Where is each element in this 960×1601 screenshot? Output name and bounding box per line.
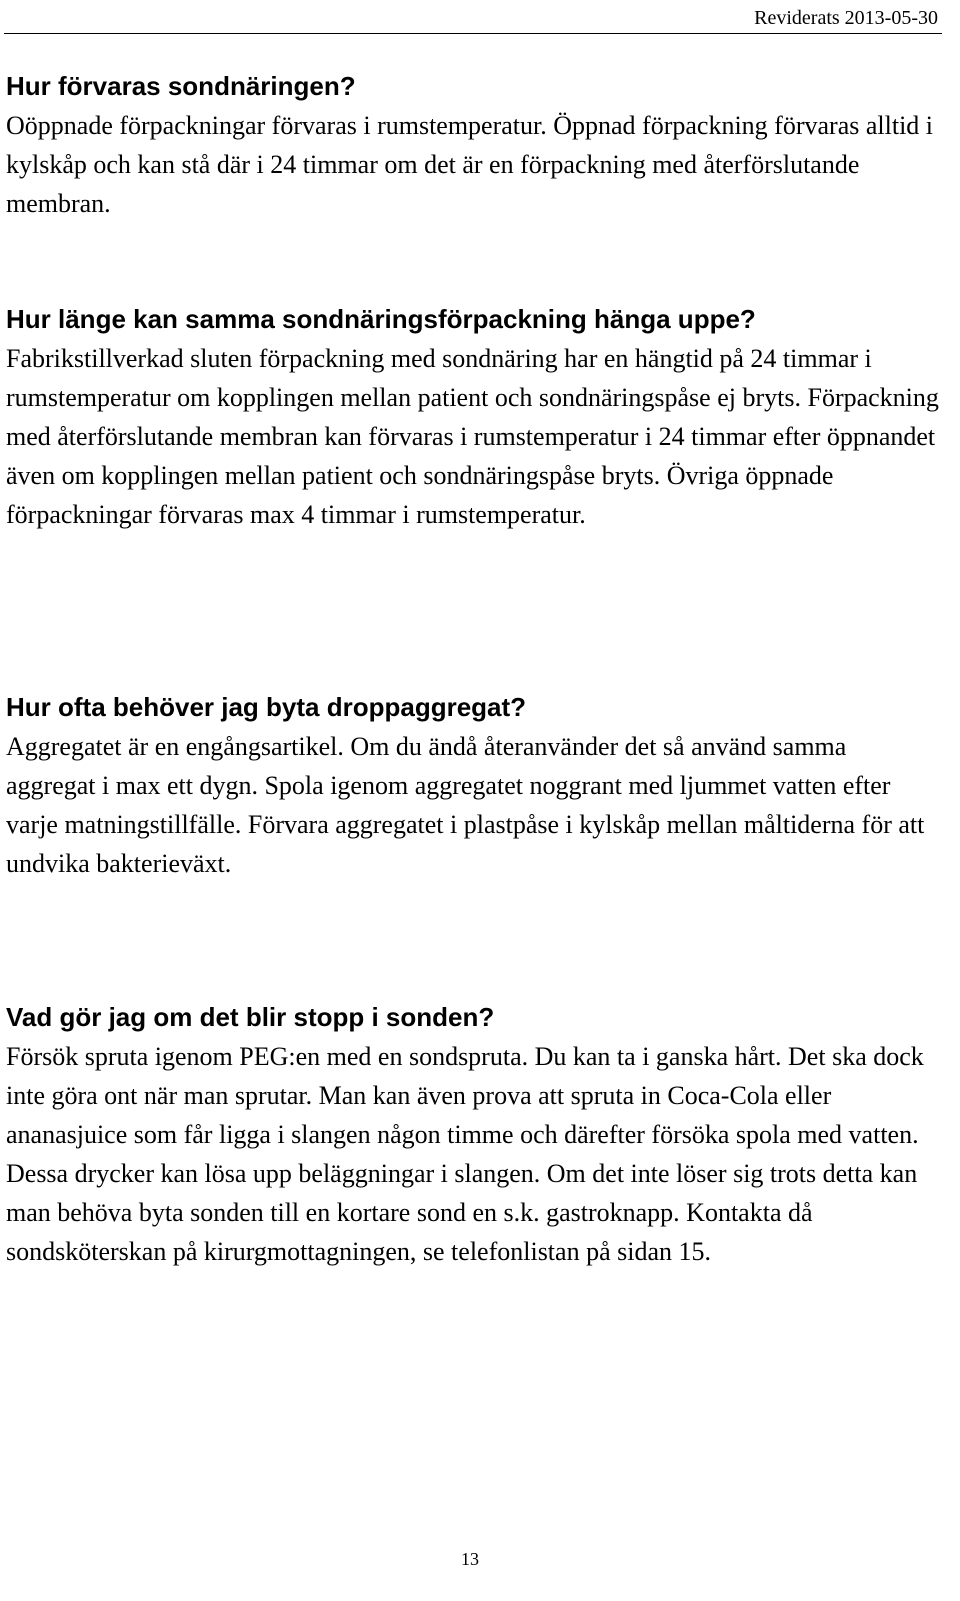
section-storage [6, 67, 942, 223]
section-body: Oöppnade förpackningar förvaras i rumstemperatur. Öppnad förpackning förvaras alltid i kylskåp och kan stå där i 24 timmar om det är en förpackning med återförslutande membran. [6, 111, 934, 218]
section-heading: Hur ofta behöver jag byta droppaggregat? [6, 692, 527, 722]
section-tube-blockage [6, 998, 942, 1271]
revision-date: Reviderats 2013-05-30 [754, 7, 938, 29]
header-rule [4, 33, 942, 34]
section-drip-set [6, 688, 942, 883]
page-number: 13 [461, 1549, 479, 1569]
section-heading: Vad gör jag om det blir stopp i sonden? [6, 1002, 495, 1032]
section-heading: Hur länge kan samma sondnäringsförpackning hänga uppe? [6, 304, 756, 334]
section-heading: Hur förvaras sondnäringen? [6, 71, 356, 101]
section-body: Aggregatet är en engångsartikel. Om du ändå återanvänder det så använd samma aggregat i max ett dygn. Spola igenom aggregatet noggrant med ljummet vatten efter varje matningstillfälle. Förvara aggregatet i plastpåse i kylskåp mellan måltiderna för att undvika bakterieväxt. [6, 732, 925, 878]
section-body: Fabrikstillverkad sluten förpackning med sondnäring har en hängtid på 24 timmar i rumstemperatur om kopplingen mellan patient och sondnäringspåse ej bryts. Förpackning med återförslutande membran kan förvaras i rumstemperatur i 24 timmar efter öppnandet även om kopplingen mellan patient och sondnäringspåse bryts. Övriga öppnade förpackningar förvaras max 4 timmar i rumstemperatur. [6, 344, 939, 529]
section-hang-time [6, 300, 942, 534]
section-body: Försök spruta igenom PEG:en med en sondspruta. Du kan ta i ganska hårt. Det ska dock inte göra ont när man sprutar. Man kan även prova att spruta in Coca-Cola eller ananasjuice som får ligga i slangen någon timme och därefter försöka spola med vatten. Dessa drycker kan lösa upp beläggningar i slangen. Om det inte löser sig trots detta kan man behöva byta sonden till en kortare sond en s.k. gastroknapp. Kontakta då sondsköterskan på kirurgmottagningen, se telefonlistan på sidan 15. [6, 1042, 924, 1266]
